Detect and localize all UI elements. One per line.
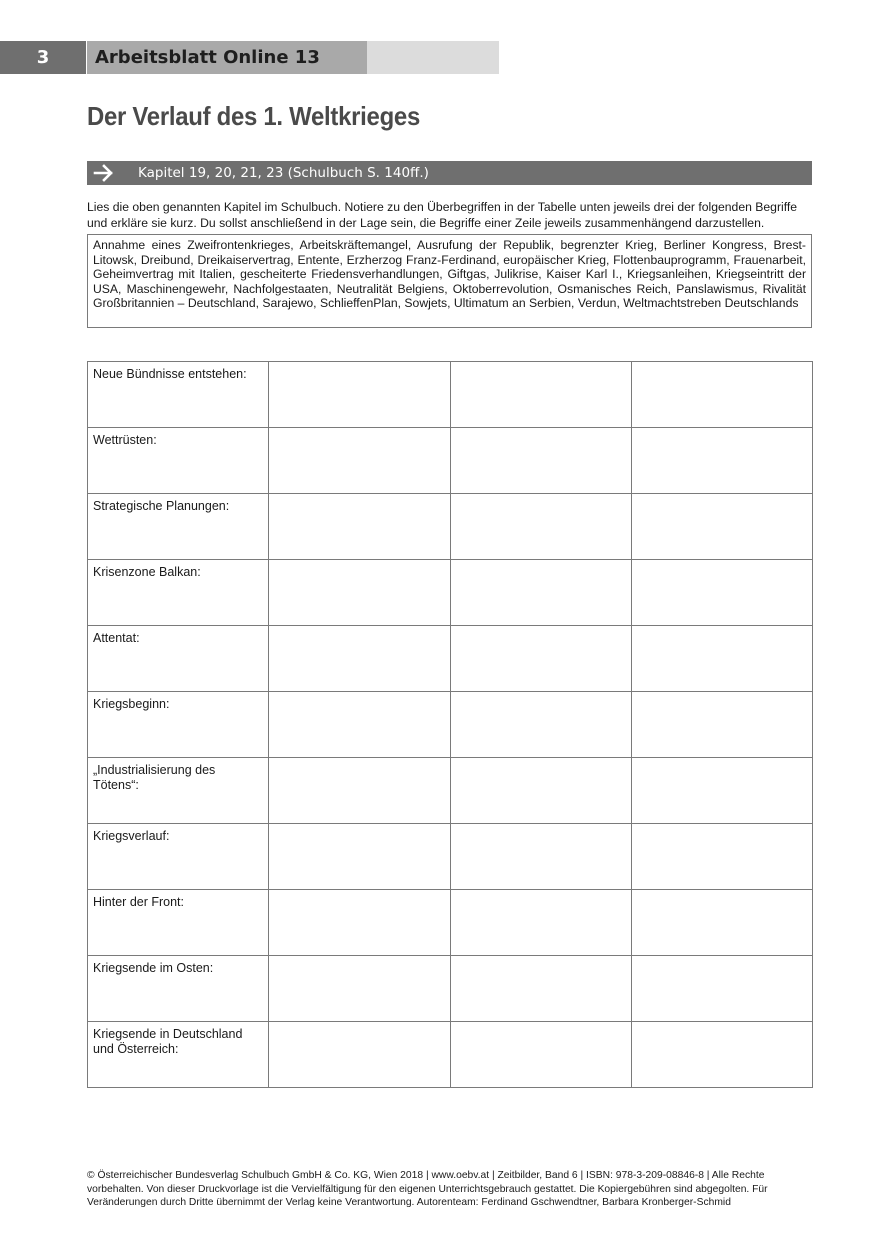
- table-row: [88, 890, 813, 956]
- table-row: [88, 1022, 813, 1088]
- row-label: Krisenzone Balkan:: [88, 560, 269, 626]
- answer-cell[interactable]: [631, 956, 812, 1022]
- table-row: [88, 692, 813, 758]
- answer-cell[interactable]: [631, 890, 812, 956]
- answer-cell[interactable]: [269, 824, 450, 890]
- answer-cell[interactable]: [450, 1022, 631, 1088]
- answer-cell[interactable]: [631, 824, 812, 890]
- row-label: „Industrialisierung des Tötens“:: [88, 758, 269, 824]
- table-row: [88, 824, 813, 890]
- answer-cell[interactable]: [631, 626, 812, 692]
- answer-cell[interactable]: [450, 758, 631, 824]
- row-label: Kriegsbeginn:: [88, 692, 269, 758]
- chapter-reference: Kapitel 19, 20, 21, 23 (Schulbuch S. 140ff.): [138, 165, 429, 181]
- answer-cell[interactable]: [269, 626, 450, 692]
- chapter-bar: [87, 161, 812, 185]
- copyright-footer: © Österreichischer Bundesverlag Schulbuch GmbH & Co. KG, Wien 2018 | www.oebv.at | Zeitbilder, Band 6 | ISBN: 978-3-209-08846-8 | Alle Rechte vorbehalten. Von dieser Druckvorlage ist die Vervielfältigung für den eigenen Unterrichtsgebrauch gestattet. Die Kopiergebühren sind abgegolten. Für Veränderungen durch Dritte übernimmt der Verlag keine Verantwortung. Autorenteam: Ferdinand Gschwendtner, Barbara Kronberger-Schmid: [87, 1170, 768, 1208]
- answer-cell[interactable]: [269, 362, 450, 428]
- row-label: Neue Bündnisse entstehen:: [88, 362, 269, 428]
- answer-cell[interactable]: [269, 692, 450, 758]
- table-row: [88, 560, 813, 626]
- answer-cell[interactable]: [631, 758, 812, 824]
- answer-cell[interactable]: [450, 626, 631, 692]
- row-label: Strategische Planungen:: [88, 494, 269, 560]
- answer-cell[interactable]: [450, 494, 631, 560]
- row-label: Wettrüsten:: [88, 428, 269, 494]
- header-bar-filler: [367, 41, 499, 74]
- terms-box: Annahme eines Zweifrontenkrieges, Arbeitskräftemangel, Ausrufung der Republik, begrenzter Krieg, Berliner Kongress, Brest-Litowsk, Dreibund, Dreikaiservertrag, Entente, Erzherzog Franz-Ferdinand, europäischer Krieg, Flottenbauprogramm, Frauenarbeit, Geheimvertrag mit Italien, gescheiterte Friedensverhandlungen, Giftgas, Julikrise, Kaiser Karl I., Kriegsanleihen, Kriegseintritt der USA, Maschinengewehr, Nachfolgestaaten, Neutralität Belgiens, Oktoberrevolution, Osmanisches Reich, Panslawismus, Rivalität Großbritannien – Deutschland, Sarajewo, SchlieffenPlan, Sowjets, Ultimatum an Serbien, Verdun, Weltmachtstreben Deutschlands: [87, 234, 812, 328]
- answer-cell[interactable]: [450, 692, 631, 758]
- answer-cell[interactable]: [450, 560, 631, 626]
- table-row: [88, 494, 813, 560]
- page-title: Der Verlauf des 1. Weltkrieges: [87, 101, 420, 131]
- table-row: [88, 758, 813, 824]
- table-row: [88, 626, 813, 692]
- answer-cell[interactable]: [269, 890, 450, 956]
- answer-cell[interactable]: [450, 890, 631, 956]
- series-title: Arbeitsblatt Online 13: [87, 41, 367, 74]
- answer-cell[interactable]: [450, 824, 631, 890]
- instructions-text: Lies die oben genannten Kapitel im Schulbuch. Notiere zu den Überbegriffen in der Tabelle unten jeweils drei der folgenden Begriffe und erkläre sie kurz. Du sollst anschließend in der Lage sein, die Begriffe einer Zeile jeweils zusammenhängend darzustellen.: [87, 200, 798, 230]
- answer-cell[interactable]: [450, 956, 631, 1022]
- page-number: 3: [0, 41, 86, 74]
- answer-cell[interactable]: [631, 494, 812, 560]
- answer-cell[interactable]: [450, 428, 631, 494]
- header-bar: [0, 41, 499, 74]
- answer-cell[interactable]: [269, 758, 450, 824]
- answer-cell[interactable]: [269, 428, 450, 494]
- table-row: [88, 428, 813, 494]
- row-label: Attentat:: [88, 626, 269, 692]
- answer-cell[interactable]: [269, 560, 450, 626]
- row-label: Kriegsverlauf:: [88, 824, 269, 890]
- row-label: Kriegsende in Deutschland und Österreich:: [88, 1022, 269, 1088]
- answer-cell[interactable]: [631, 362, 812, 428]
- answer-cell[interactable]: [269, 1022, 450, 1088]
- row-label: Kriegsende im Osten:: [88, 956, 269, 1022]
- answer-cell[interactable]: [450, 362, 631, 428]
- worksheet-table: [87, 361, 813, 1088]
- table-row: [88, 956, 813, 1022]
- answer-cell[interactable]: [269, 494, 450, 560]
- answer-cell[interactable]: [631, 560, 812, 626]
- answer-cell[interactable]: [269, 956, 450, 1022]
- arrow-right-icon: [93, 163, 115, 183]
- row-label: Hinter der Front:: [88, 890, 269, 956]
- answer-cell[interactable]: [631, 428, 812, 494]
- table-row: [88, 362, 813, 428]
- answer-cell[interactable]: [631, 1022, 812, 1088]
- answer-cell[interactable]: [631, 692, 812, 758]
